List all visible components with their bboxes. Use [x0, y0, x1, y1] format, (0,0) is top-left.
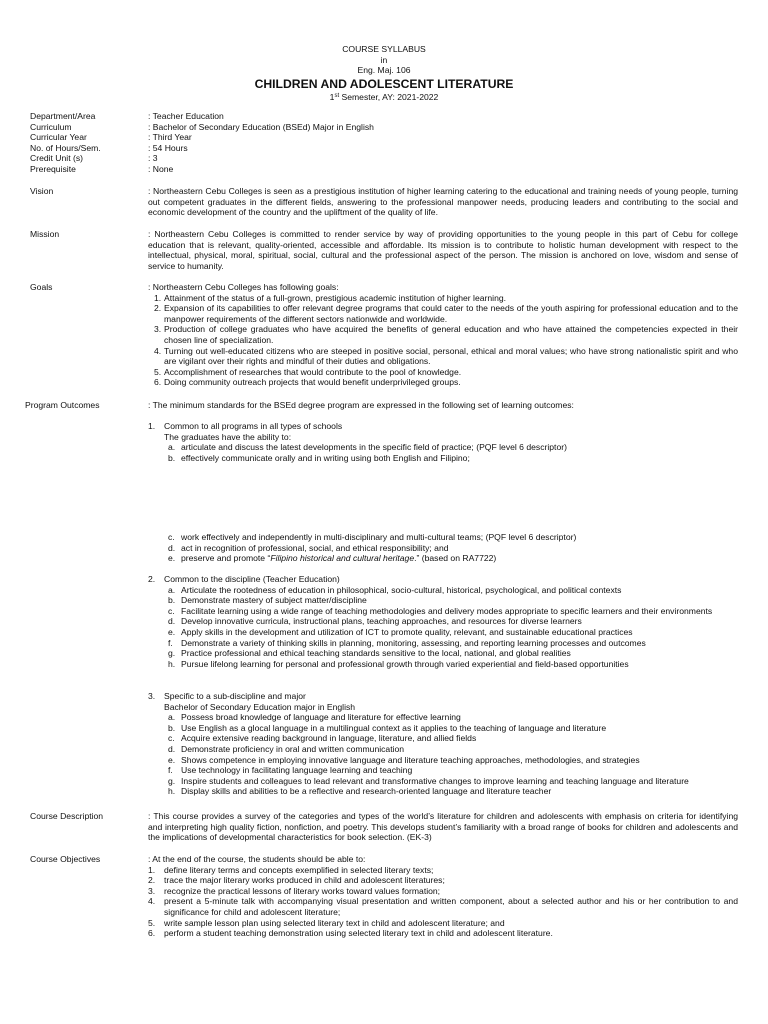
item-text: effectively communicate orally and in writing using both English and Filipino;	[181, 452, 470, 463]
item-letter: f.	[168, 637, 173, 648]
item-text: Attainment of the status of a full-grown, prestigious academic institution of higher learning.	[164, 292, 507, 303]
info-label: Credit Unit (s)	[30, 153, 84, 164]
item-text: Acquire extensive reading background in language, literature, and allied fields	[181, 733, 477, 744]
list-item	[168, 765, 738, 776]
item-letter: b.	[168, 595, 176, 606]
info-row	[30, 122, 374, 133]
item-text: trace the major literary works produced in child and adolescent literatures;	[164, 875, 445, 886]
list-item	[148, 367, 738, 378]
item-letter: c.	[168, 532, 175, 542]
list-item	[148, 875, 738, 886]
item-number: 5.	[148, 917, 156, 928]
group-number: 2.	[148, 574, 156, 584]
list-item	[168, 733, 738, 744]
item-letter: h.	[168, 786, 176, 797]
info-value: : Teacher Education	[148, 111, 224, 121]
document-header	[0, 44, 768, 102]
item-text: Shows competence in employing innovative language and literature teaching approaches, methodologies, and strategies	[181, 754, 640, 765]
list-item	[168, 606, 738, 617]
item-text: work effectively and independently in multi-disciplinary and multi-cultural teams; (PQF level 6 descriptor)	[181, 532, 577, 542]
item-text: Practice professional and ethical teaching standards sensitive to the local, national, and global realities	[181, 648, 571, 659]
group-title: Common to all programs in all types of schools	[164, 421, 343, 431]
item-text: Pursue lifelong learning for personal and professional growth through varied experiential and field-based opportunities	[181, 658, 629, 669]
list-item	[148, 886, 738, 897]
outcomes-group-3	[148, 691, 738, 797]
item-number: 2.	[148, 875, 156, 886]
list-item	[168, 723, 738, 734]
info-value: : Bachelor of Secondary Education (BSEd) Major in English	[148, 121, 374, 132]
item-text: Accomplishment of researches that would contribute to the pool of knowledge.	[164, 366, 462, 377]
item-number: 3.	[148, 885, 156, 896]
course-objectives-body	[148, 854, 738, 939]
course-objectives-label: Course Objectives	[30, 854, 101, 864]
outcomes-list	[148, 585, 738, 670]
item-letter: e.	[168, 553, 176, 564]
list-item	[168, 712, 738, 723]
outcomes-group-1	[148, 421, 738, 463]
course-description-section	[30, 811, 738, 843]
course-info-block	[30, 111, 374, 175]
info-row	[30, 143, 374, 154]
item-text: Facilitate learning using a wide range of teaching methodologies and delivery modes appropriate to specific learners and their environments	[181, 605, 713, 616]
item-number: 4.	[148, 896, 156, 907]
group-heading	[148, 691, 738, 702]
item-letter: f.	[168, 765, 173, 776]
item-text: Possess broad knowledge of language and literature for effective learning	[181, 712, 461, 723]
info-value: : Third Year	[148, 132, 192, 143]
semester-text: Semester, AY: 2021-2022	[339, 91, 439, 102]
mission-section	[30, 229, 738, 271]
semester-line	[0, 92, 768, 103]
item-text: define literary terms and concepts exemplified in selected literary texts;	[164, 864, 434, 875]
item-letter: g.	[168, 775, 176, 786]
item-number: 1.	[148, 864, 156, 875]
header-line-course-syllabus: COURSE SYLLABUS	[342, 44, 426, 54]
item-letter: e.	[168, 626, 176, 637]
item-text: Articulate the rootedness of education in philosophical, socio-cultural, historical, psychological, and political contexts	[181, 584, 622, 595]
mission-label: Mission	[30, 229, 60, 239]
list-item	[168, 627, 738, 638]
list-item	[168, 616, 738, 627]
list-item	[168, 776, 738, 787]
item-number: 2.	[154, 303, 162, 314]
item-text: Doing community outreach projects that would benefit underprivileged groups.	[164, 377, 461, 388]
info-value: : None	[148, 163, 174, 174]
item-text-emphasis: Filipino historical and cultural heritage	[270, 553, 415, 564]
list-item	[148, 928, 738, 939]
item-text: perform a student teaching demonstration using selected literary text in child and adolescent literature.	[164, 928, 553, 939]
vision-text: : Northeastern Cebu Colleges is seen as a prestigious institution of higher learning catering to the educational and training needs of young people, turning out competent graduates in the different fields, answering to the professional manpower needs, producing leaders and contributing to the social and economic development of the country and the upliftment of the quality of life.	[148, 186, 738, 218]
list-item	[148, 377, 738, 388]
item-text: Use technology in facilitating language learning and teaching	[181, 765, 413, 776]
group-heading	[148, 421, 738, 432]
header-course-code: Eng. Maj. 106	[357, 65, 411, 75]
mission-text: : Northeastern Cebu Colleges is committed to render service by way of providing opportunities to the young people in this part of Cebu for college education that is relevant, quality-oriented, accessible and affordable. Its mission is to contribute to holistic human development with respect to the intellectual, physical, moral, spiritual, social, cultural and the professional aspect of the person. The mission is anchored on love, wisdom and sense of service to humanity.	[148, 229, 738, 271]
list-item	[148, 324, 738, 345]
item-text: Display skills and abilities to be a reflective and research-oriented language and literature teacher	[181, 786, 552, 797]
group-title: Specific to a sub-discipline and major	[164, 691, 306, 701]
list-item	[168, 659, 738, 670]
item-letter: d.	[168, 743, 176, 754]
group-title: Common to the discipline (Teacher Education)	[164, 574, 340, 584]
info-label: Department/Area	[30, 111, 96, 121]
goals-section	[30, 282, 738, 388]
item-text-part: .” (based on RA7722)	[414, 553, 497, 564]
list-item	[148, 346, 738, 367]
item-text: Turning out well-educated citizens who are steeped in positive social, personal, ethical and moral values; who have strong nationalistic spirit and who are vigilant over their rights and mindful of their duties and obligations.	[164, 345, 738, 367]
list-item	[168, 638, 738, 649]
vision-section	[30, 186, 738, 218]
outcomes-list	[148, 712, 738, 797]
item-letter: c.	[168, 605, 175, 616]
course-description-label: Course Description	[30, 811, 104, 821]
group-heading	[148, 574, 738, 585]
item-text: Expansion of its capabilities to offer relevant degree programs that could cater to the needs of the youth aspiring for professional education and to the manpower requirements of the different sectors nationwide and worldwide.	[164, 303, 738, 324]
item-number: 1.	[154, 292, 162, 303]
item-text: Demonstrate mastery of subject matter/discipline	[181, 595, 367, 606]
list-item	[148, 303, 738, 324]
item-text: articulate and discuss the latest developments in the specific field of practice; (PQF level 6 descriptor)	[181, 442, 567, 453]
item-text: Production of college graduates who have acquired the benefits of general education and who have attained the competencies expected in their chosen line of specialization.	[164, 324, 738, 345]
item-letter: a.	[168, 712, 176, 723]
list-item	[168, 786, 738, 797]
info-label: No. of Hours/Sem.	[30, 142, 101, 153]
semester-suffix: st	[334, 92, 340, 99]
item-number: 6.	[154, 377, 162, 388]
list-item	[168, 595, 738, 606]
item-text: Develop innovative curricula, instructional plans, teaching approaches, and resources for diverse learners	[181, 616, 582, 627]
item-text: Demonstrate a variety of thinking skills in planning, monitoring, assessing, and reporting learning processes and outcomes	[181, 637, 646, 648]
info-label: Curricular Year	[30, 132, 87, 143]
info-row	[30, 164, 374, 175]
group-number: 1.	[148, 421, 156, 431]
item-letter: e.	[168, 754, 176, 765]
info-row	[30, 153, 374, 164]
objectives-list	[148, 865, 738, 939]
program-outcomes-label: Program Outcomes	[25, 400, 100, 410]
item-letter: a.	[168, 584, 176, 595]
info-label: Curriculum	[30, 121, 72, 132]
item-text: Inspire students and colleagues to lead relevant and transformative changes to improve learning and teaching language and literature	[181, 775, 689, 786]
item-letter: b.	[168, 722, 176, 733]
item-text	[181, 553, 738, 564]
program-outcomes-intro: : The minimum standards for the BSEd degree program are expressed in the following set of learning outcomes:	[148, 400, 574, 410]
vision-label: Vision	[30, 186, 54, 196]
group-lead: Bachelor of Secondary Education major in English	[164, 701, 356, 712]
item-letter: h.	[168, 658, 176, 669]
item-text: Apply skills in the development and utilization of ICT to promote quality, relevant, and sustainable educational practices	[181, 626, 633, 637]
item-text: recognize the practical lessons of literary works toward values formation;	[164, 885, 441, 896]
outcomes-group-2	[148, 574, 738, 669]
item-text-part: preserve and promote “	[181, 553, 271, 564]
group-number: 3.	[148, 691, 156, 701]
item-letter: c.	[168, 733, 175, 744]
list-item	[148, 918, 738, 929]
item-text: write sample lesson plan using selected literary text in child and adolescent literature; and	[164, 917, 505, 928]
info-row	[30, 132, 374, 143]
item-letter: d.	[168, 616, 176, 627]
info-row	[30, 111, 374, 122]
item-text: act in recognition of professional, social, and ethical responsibility; and	[181, 542, 449, 553]
item-text: Use English as a glocal language in a multilingual context as it applies to the teaching of language and literature	[181, 722, 607, 733]
list-item	[168, 755, 738, 766]
list-item	[168, 543, 738, 554]
semester-number: 1	[329, 91, 335, 102]
list-item	[168, 553, 738, 564]
course-description-text: : This course provides a survey of the categories and types of the world’s literature for children and adolescents with emphasis on criteria for identifying and interpreting high quality fiction, nonfiction, and poetry. This develops student’s familiarity with a broad range of books for children and adolescents and the implications of developmental characteristics for book selection. (EK-3)	[148, 811, 738, 843]
item-letter: d.	[168, 542, 176, 553]
item-text: present a 5-minute talk with accompanying visual presentation and written component, about a selected author and his or her contribution to and significance for child and adolescent literature;	[164, 896, 738, 917]
goals-list	[148, 293, 738, 388]
outcomes-group-1-continued	[168, 532, 738, 564]
group-lead: The graduates have the ability to:	[164, 431, 292, 442]
item-number: 3.	[154, 324, 162, 335]
program-outcomes-section	[25, 400, 738, 411]
outcomes-list	[168, 532, 738, 564]
list-item	[148, 896, 738, 917]
outcomes-list	[148, 442, 738, 463]
course-objectives-section	[30, 854, 738, 939]
goals-intro: : Northeastern Cebu Colleges has following goals:	[148, 282, 339, 292]
list-item	[148, 865, 738, 876]
info-value: : 3	[148, 153, 158, 164]
item-number: 6.	[148, 928, 156, 939]
item-letter: b.	[168, 452, 176, 463]
item-number: 4.	[154, 345, 162, 356]
list-item	[168, 648, 738, 659]
course-title: CHILDREN AND ADOLESCENT LITERATURE	[254, 76, 514, 91]
list-item	[168, 442, 738, 453]
list-item	[168, 532, 738, 543]
list-item	[148, 293, 738, 304]
item-letter: g.	[168, 648, 176, 659]
item-letter: a.	[168, 442, 176, 453]
goals-body	[148, 282, 738, 388]
info-label: Prerequisite	[30, 163, 76, 174]
list-item	[168, 585, 738, 596]
info-value: : 54 Hours	[148, 142, 188, 153]
course-objectives-intro: : At the end of the course, the students should be able to:	[148, 854, 366, 864]
goals-label: Goals	[30, 282, 53, 292]
item-text: Demonstrate proficiency in oral and written communication	[181, 743, 405, 754]
item-number: 5.	[154, 366, 162, 377]
list-item	[168, 453, 738, 464]
list-item	[168, 744, 738, 755]
header-line-in: in	[380, 54, 388, 65]
